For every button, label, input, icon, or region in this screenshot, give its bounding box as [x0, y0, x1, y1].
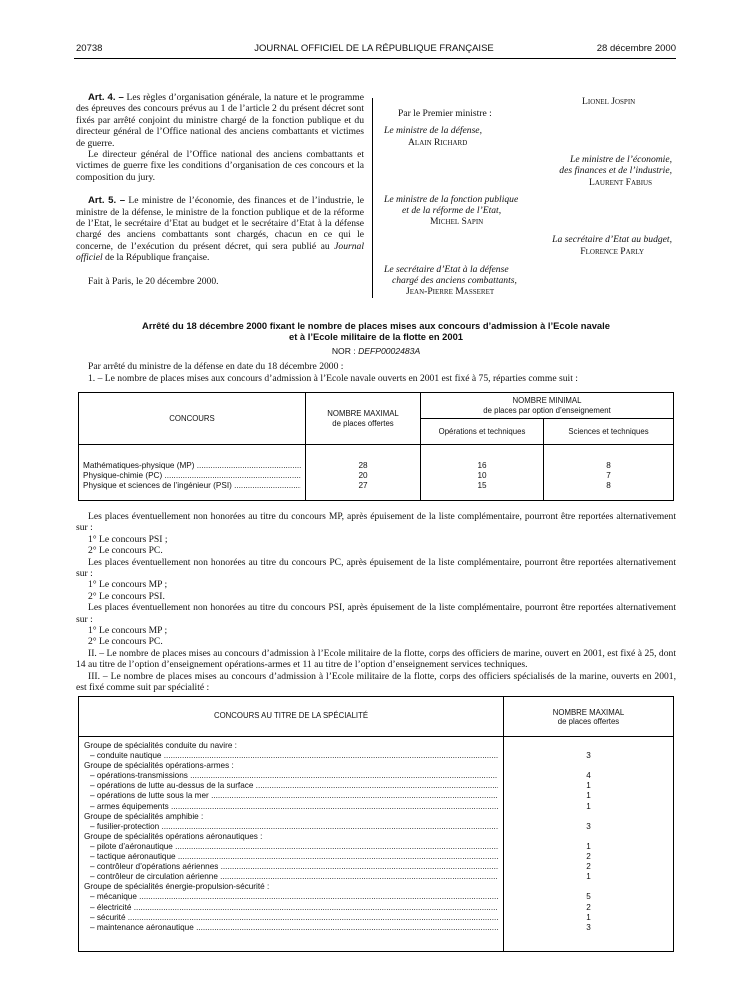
specialite-labels-cell	[79, 737, 504, 952]
table-cell	[509, 882, 668, 892]
concours-names-cell	[79, 445, 306, 501]
anciens-combattants-name: Jean-Pierre Masseret	[406, 286, 495, 297]
fait-a-paris: Fait à Paris, le 20 décembre 2000.	[88, 275, 219, 287]
col-header-nombre-maximal-2	[504, 697, 674, 737]
group-heading: Groupe de spécialités opérations-armes :	[84, 761, 234, 771]
table-cell: 1	[586, 791, 591, 801]
group-heading: Groupe de spécialités conduite du navire :	[84, 741, 237, 750]
fonction-publique-title-1: Le ministre de la fonction publique	[384, 194, 519, 205]
table-cell: 1	[586, 872, 591, 882]
op-values-cell	[421, 445, 544, 501]
nor-value: DEFP0002483A	[358, 346, 421, 356]
table-cell: 8	[606, 461, 611, 470]
art5-text-end: de la République française.	[102, 252, 210, 264]
economie-title-2: des finances et de l’industrie,	[559, 165, 672, 176]
table-cell: 10	[477, 471, 487, 480]
min-header-line-2: de places par option d’enseignement	[483, 405, 611, 415]
arrete-title	[76, 320, 676, 342]
defense-name: Alain Richard	[408, 137, 468, 148]
art5-text: Le ministre de l’économie, des finances et de l’industrie, le ministre de la défense, le ministre de la fonction publique et de la réforme de l’Etat, le secrétaire d’Etat au budget et le secrétaire d’Etat à la défense chargé des anciens combattants sont chargés, chacun en ce qui le concerne, de l’exécution du présent décret, qui sera publié au	[76, 195, 364, 252]
page-number: 20738	[76, 43, 103, 54]
economie-title-1: Le ministre de l’économie,	[570, 154, 672, 165]
psi-option-1: 1° Le concours MP ;	[88, 625, 168, 637]
table-cell: 3	[586, 751, 591, 761]
table-cell	[509, 812, 668, 822]
table-cell: 16	[477, 461, 487, 470]
nor-reference	[76, 346, 676, 357]
table-cell: 2	[586, 902, 591, 912]
col-header-operations: Opérations et techniques	[421, 419, 544, 445]
art4-paragraph	[76, 92, 364, 149]
table-row: – opérations-transmissions .....	[84, 771, 498, 781]
header-rule	[74, 58, 676, 59]
mp-option-1: 1° Le concours PSI ;	[88, 533, 168, 545]
report-rules	[76, 511, 676, 694]
table-row: – contrôleur de circulation aérienne .....	[84, 872, 498, 882]
pm-name: Lionel Jospin	[582, 96, 636, 107]
table-cell: 3	[586, 821, 591, 831]
table-row: – sécurité .....	[84, 913, 498, 923]
table-row: – mécanique .....	[84, 892, 498, 902]
max-header-line-1: NOMBRE MAXIMAL	[327, 408, 399, 418]
table-row: – conduite nautique .....	[84, 751, 498, 761]
table-row: – contrôleur d’opérations aériennes .....	[84, 862, 498, 872]
max2-header-line-2: de places offertes	[557, 716, 620, 726]
economie-name: Laurent Fabius	[589, 177, 652, 188]
table-cell: 27	[358, 481, 368, 490]
table-cell	[509, 832, 668, 842]
arrete-title-line-1: Arrêté du 18 décembre 2000 fixant le nombre de places mises aux concours d’admission à l’Ecole navale	[142, 320, 610, 331]
budget-name: Florence Parly	[580, 246, 644, 257]
col-header-specialite: CONCOURS AU TITRE DE LA SPÉCIALITÉ	[79, 697, 504, 737]
pc-option-2: 2° Le concours PSI.	[88, 590, 165, 602]
pc-paragraph: Les places éventuellement non honorées au titre du concours PC, après épuisement de la liste complémentaire, pourront être reportées alternativement sur :	[76, 556, 676, 580]
group-heading: Groupe de spécialités opérations aéronautiques :	[84, 831, 263, 841]
left-column	[76, 92, 364, 287]
col-header-sciences: Sciences et techniques	[544, 419, 674, 445]
table-row: – opérations de lutte au-dessus de la surface .....	[84, 781, 498, 791]
table-cell: 7	[606, 471, 611, 480]
col-header-concours: CONCOURS	[79, 393, 306, 445]
col-header-nombre-minimal	[421, 393, 674, 419]
table-row: – armes équipements .....	[84, 802, 498, 812]
table-cell: 28	[358, 461, 368, 470]
art5-paragraph	[76, 195, 364, 263]
column-divider	[372, 98, 373, 298]
psi-paragraph: Les places éventuellement non honorées au titre du concours PSI, après épuisement de la liste complémentaire, pourront être reportées alternativement sur :	[76, 602, 676, 625]
table-cell	[509, 761, 668, 771]
fonction-publique-title-2: et de la réforme de l’Etat,	[402, 205, 502, 216]
nor-label: NOR :	[331, 346, 356, 356]
table-cell: 1	[586, 801, 591, 811]
budget-title: La secrétaire d’Etat au budget,	[552, 234, 672, 245]
max2-header-line-1: NOMBRE MAXIMAL	[552, 707, 625, 717]
group-heading: Groupe de spécialités énergie-propulsion-sécurité :	[84, 882, 270, 892]
table-body	[79, 445, 674, 501]
table-row: Physique-chimie (PC) .....	[83, 471, 301, 481]
table-row: – pilote d’aéronautique .....	[84, 842, 498, 852]
anciens-combattants-title-1: Le secrétaire d’Etat à la défense	[384, 264, 509, 275]
table-cell: 1	[586, 781, 591, 791]
defense-title: Le ministre de la défense,	[384, 125, 482, 136]
table-cell: 4	[586, 771, 591, 781]
issue-date: 28 décembre 2000	[596, 43, 676, 54]
fonction-publique-name: Michel Sapin	[430, 216, 484, 227]
arrete-title-line-2: et à l’Ecole militaire de la flotte en 2001	[288, 331, 464, 342]
specialite-values-cell	[504, 737, 674, 952]
group-heading: Groupe de spécialités amphibie :	[84, 811, 204, 821]
min-header-line-1: NOMBRE MINIMAL	[512, 395, 582, 405]
psi-option-2: 2° Le concours PC.	[88, 636, 163, 648]
anciens-combattants-title-2: chargé des anciens combattants,	[392, 275, 517, 286]
table-cell: 3	[586, 922, 591, 932]
table-cell: 1	[586, 912, 591, 922]
table-row: Mathématiques-physique (MP) .....	[83, 461, 301, 471]
art4-text: Les règles d’organisation générale, la nature et le programme des épreuves des concours prévus au 1 de l’article 2 du présent décret sont fixés par arrêté conjoint du ministre chargé de la fonction publique et du directeur général de l’Office national des anciens combattants et victimes de guerre.	[76, 92, 364, 149]
table-row: – opérations de lutte sous la mer .....	[84, 791, 498, 801]
journal-title: JOURNAL OFFICIEL DE LA RÉPUBLIQUE FRANÇAISE	[254, 43, 494, 54]
table-cell: 5	[586, 892, 591, 902]
journal-officiel-ref: Journal officiel	[76, 240, 364, 264]
art5-label: Art. 5. –	[88, 195, 126, 207]
mp-option-2: 2° Le concours PC.	[88, 545, 163, 557]
table-row: – tactique aéronautique .....	[84, 852, 498, 862]
article-ii: II. – Le nombre de places mises au concours d’admission à l’Ecole militaire de la flotte, corps des officiers de marine, ouvert en 2001, est fixé à 25, dont 14 au titre de l’option d’enseignement opérations-armes et 11 au titre de l’option d’enseignement services techniques.	[76, 647, 676, 671]
sci-values-cell	[544, 445, 674, 501]
max-values-cell	[306, 445, 421, 501]
pc-option-1: 1° Le concours MP ;	[88, 579, 168, 591]
col-header-nombre-maximal	[306, 393, 421, 445]
table-cell: 20	[358, 471, 368, 480]
table-row: Physique et sciences de l’ingénieur (PSI) .....	[83, 481, 301, 491]
table-cell: 2	[586, 862, 591, 872]
table-cell: 1	[586, 841, 591, 851]
ecole-navale-table	[78, 392, 674, 501]
table-cell: 8	[606, 481, 611, 490]
max-header-line-2: de places offertes	[332, 418, 394, 428]
specialites-table	[78, 696, 674, 952]
mp-paragraph: Les places éventuellement non honorées au titre du concours MP, après épuisement de la liste complémentaire, pourront être reportées alternativement sur :	[76, 511, 676, 534]
table-row: – fusilier-protection .....	[84, 822, 498, 832]
arrete-intro: Par arrêté du ministre de la défense en date du 18 décembre 2000 :	[88, 361, 344, 372]
table-cell: 2	[586, 852, 591, 862]
table-cell	[509, 741, 668, 751]
arrete-article-1: 1. – Le nombre de places mises aux concours d’admission à l’Ecole navale ouverts en 2001 est fixé à 75, réparties comme suit :	[88, 373, 578, 384]
par-premier-ministre: Par le Premier ministre :	[398, 108, 492, 119]
art4-paragraph-2: Le directeur général de l’Office national des anciens combattants et victimes de guerre fixe les conditions d’organisation de ces concours et la composition du jury.	[76, 149, 364, 183]
article-iii: III. – Le nombre de places mises au concours d’admission à l’Ecole militaire de la flotte, corps des officiers spécialisés de la marine, ouverts en 2001, est fixé comme suit par spécialité :	[76, 670, 676, 694]
table-row: – électricité .....	[84, 903, 498, 913]
table-cell: 15	[477, 481, 487, 490]
art4-label: Art. 4. –	[88, 92, 124, 103]
table-row: – maintenance aéronautique .....	[84, 923, 498, 933]
